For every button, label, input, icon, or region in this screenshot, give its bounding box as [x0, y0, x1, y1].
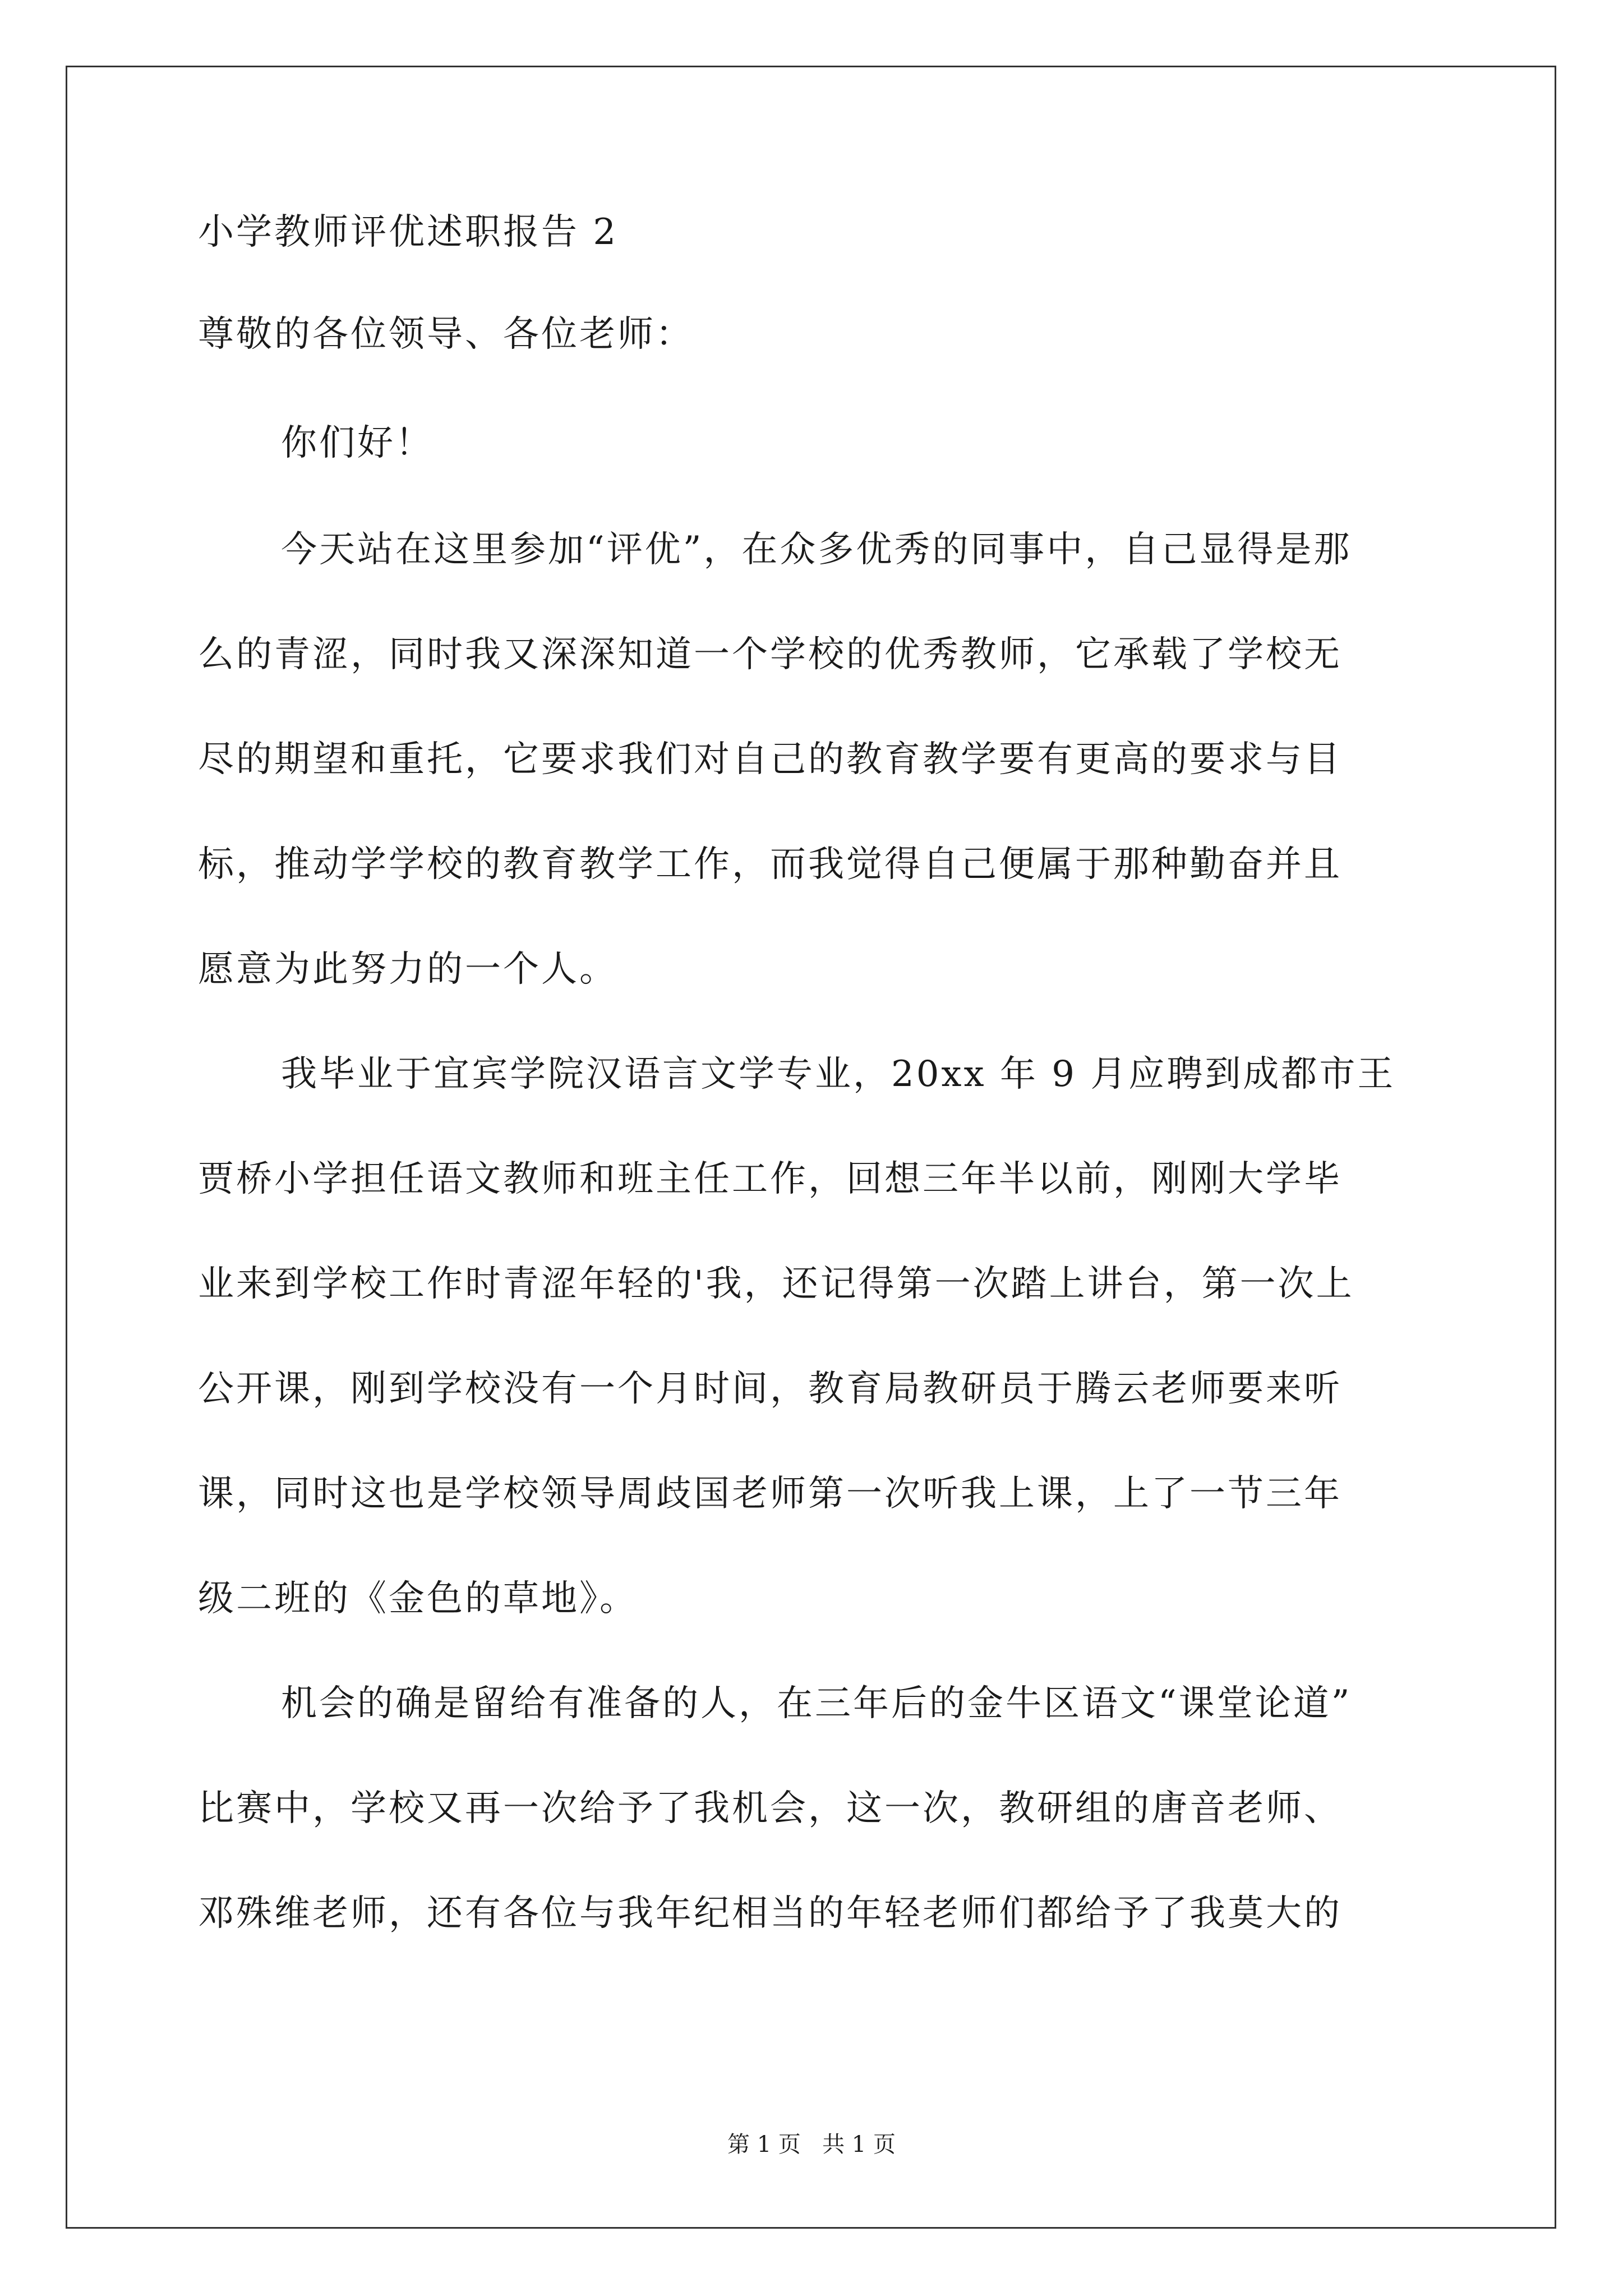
paragraph-line: 标，推动学学校的教育教学工作，而我觉得自己便属于那种勤奋并且: [198, 844, 1342, 885]
paragraph-line: 愿意为此努力的一个人。: [198, 949, 617, 990]
paragraph-line: 机会的确是留给有准备的人，在三年后的金牛区语文“课堂论道”: [281, 1683, 1352, 1724]
paragraph-line: 课，同时这也是学校领导周歧国老师第一次听我上课，上了一节三年: [198, 1473, 1342, 1515]
paragraph-line: 尽的期望和重托，它要求我们对自己的教育教学要有更高的要求与目: [198, 739, 1342, 780]
document-title: 小学教师评优述职报告 2: [198, 211, 619, 253]
page-number-footer: 第 1 页 共 1 页: [727, 2132, 896, 2157]
paragraph-line: 你们好！: [281, 422, 434, 464]
paragraph-line: 比赛中，学校又再一次给予了我机会，这一次，教研组的唐音老师、: [198, 1788, 1342, 1829]
paragraph-line: 邓殊维老师，还有各位与我年纪相当的年轻老师们都给予了我莫大的: [198, 1893, 1342, 1934]
paragraph-line: 业来到学校工作时青涩年轻的'我，还记得第一次踏上讲台，第一次上: [198, 1263, 1354, 1305]
paragraph-line: 我毕业于宜宾学院汉语言文学专业，20xx 年 9 月应聘到成都市王: [281, 1053, 1396, 1095]
paragraph-line: 级二班的《金色的草地》。: [198, 1578, 638, 1619]
paragraph-line: 今天站在这里参加“评优”，在众多优秀的同事中，自己显得是那: [281, 529, 1352, 570]
paragraph-line: 么的青涩，同时我又深深知道一个学校的优秀教师，它承载了学校无: [198, 634, 1342, 675]
salutation: 尊敬的各位领导、各位老师：: [198, 314, 694, 355]
paragraph-line: 公开课，刚到学校没有一个月时间，教育局教研员于腾云老师要来听: [198, 1368, 1342, 1410]
paragraph-line: 贾桥小学担任语文教师和班主任工作，回想三年半以前，刚刚大学毕: [198, 1158, 1342, 1200]
